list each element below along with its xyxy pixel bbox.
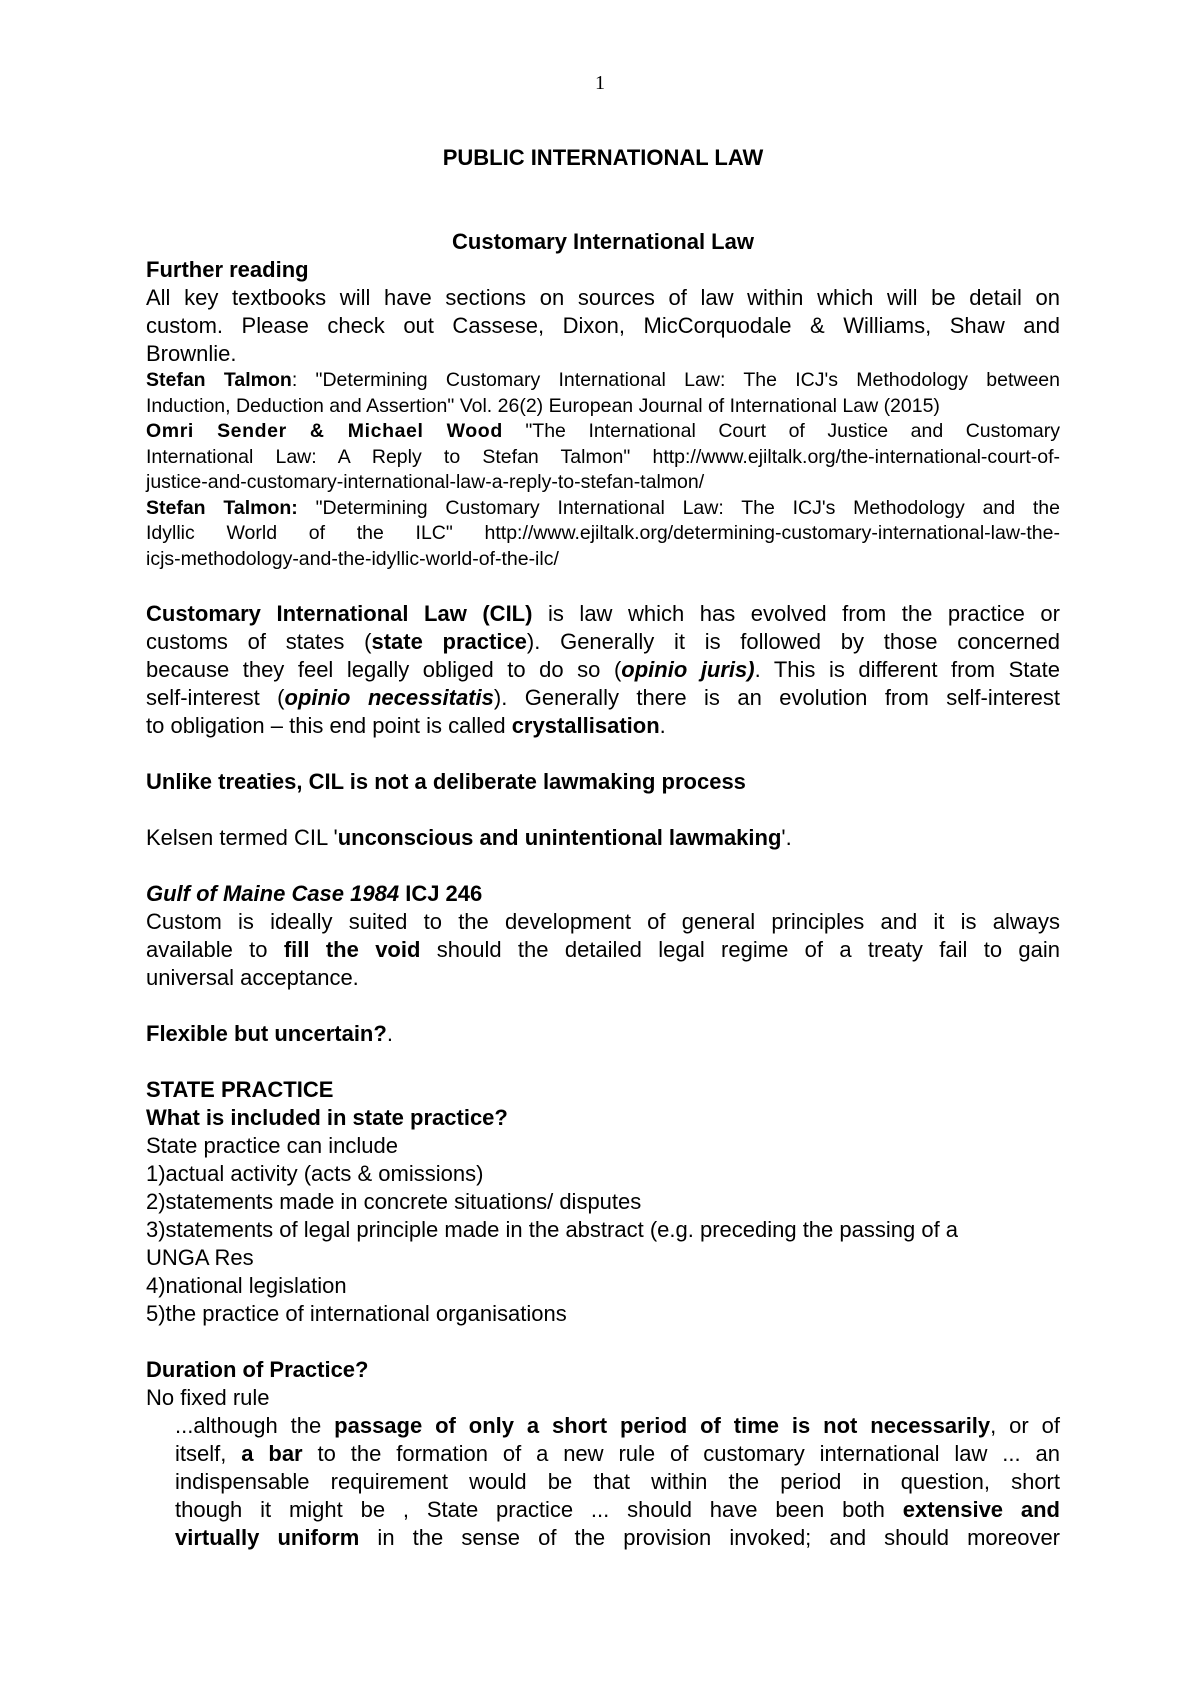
- duration-quote: ...although the passage of only a short period of time is not necessarily, or of itself, a bar to the formation of a new rule of customary international law ... an indispensable requirement would be that within the period in question, short though it might be , State practice ... should have been both extensive and virtually uniform in the sense of the provision invoked; and should moreover: [175, 1413, 1061, 1550]
- gulf-of-maine-paragraph: Custom is ideally suited to the development of general principles and it is always available to fill the void should the detailed legal regime of a treaty fail to gain universal acceptance.: [146, 909, 1060, 990]
- flexibility-heading: Flexible but uncertain?.: [146, 1021, 393, 1046]
- state-practice-heading: STATE PRACTICE: [146, 1077, 334, 1102]
- case-citation: Gulf of Maine Case 1984 ICJ 246: [146, 881, 483, 906]
- reference-link[interactable]: http://www.ejiltalk.org/determining-customary-international-law-the-: [484, 522, 1060, 544]
- list-item: 2)statements made in concrete situations/ disputes: [146, 1189, 642, 1214]
- duration-intro: No fixed rule: [146, 1385, 270, 1410]
- state-practice-list: [146, 1160, 1060, 1328]
- page-number: 1: [595, 72, 605, 94]
- reference-talmon-1: Stefan Talmon: "Determining Customary International Law: The ICJ's Methodology between Induction, Deduction and Assertion" Vol. 26(2) European Journal of International Law (2015): [146, 369, 1061, 417]
- reference-link[interactable]: http://www.ejiltalk.org/the-international-court-of-: [652, 445, 1060, 468]
- document-title: PUBLIC INTERNATIONAL LAW: [442, 145, 764, 170]
- kelsen-paragraph: Kelsen termed CIL 'unconscious and unintentional lawmaking'.: [146, 825, 792, 850]
- state-practice-intro: State practice can include: [146, 1133, 398, 1158]
- further-reading-intro: All key textbooks will have sections on sources of law within which will be detail on custom. Please check out Cassese, Dixon, MicCorquodale & Williams, Shaw and Brownlie.: [146, 285, 1060, 366]
- reference-sender-wood: Omri Sender & Michael Wood "The International Court of Justice and Customary International Law: A Reply to Stefan Talmon" http://www.ejiltalk.org/the-international-court-of- justice-and-customary-international-law-a-reply-to-stefan-talmon/: [146, 419, 1060, 496]
- list-item: 5)the practice of international organisations: [146, 1301, 567, 1326]
- further-reading-heading: Further reading: [146, 257, 309, 282]
- list-item: 3)statements of legal principle made in the abstract (e.g. preceding the passing of a: [146, 1217, 959, 1242]
- treaty-contrast-heading: Unlike treaties, CIL is not a deliberate lawmaking process: [146, 769, 746, 794]
- state-practice-question: What is included in state practice?: [146, 1105, 508, 1130]
- cil-definition-paragraph: Customary International Law (CIL) is law which has evolved from the practice or customs of states (state practice). Generally it is followed by those concerned because they feel legally obliged to do so (opinio juris). This is different from State self-interest (opinio necessitatis). Generally there is an evolution from self-interest to obligation – this end point is called crystallisation.: [146, 601, 1060, 738]
- duration-heading: Duration of Practice?: [146, 1357, 369, 1382]
- reference-talmon-2: Stefan Talmon: "Determining Customary International Law: The ICJ's Methodology and the Idyllic World of the ILC" http://www.ejiltalk.org/determining-customary-international-law-the- icjs-methodology-and-the-idyllic-world-of-the-ilc/: [146, 496, 1060, 573]
- list-item: 4)national legislation: [146, 1273, 347, 1298]
- reference-link[interactable]: icjs-methodology-and-the-idyllic-world-of-the-ilc/: [146, 547, 559, 570]
- list-item: 1)actual activity (acts & omissions): [146, 1161, 484, 1186]
- document-body: [146, 140, 1060, 1552]
- section-heading: Customary International Law: [452, 229, 754, 254]
- list-item: UNGA Res: [146, 1245, 254, 1270]
- reference-link[interactable]: justice-and-customary-international-law-a-reply-to-stefan-talmon/: [146, 471, 705, 493]
